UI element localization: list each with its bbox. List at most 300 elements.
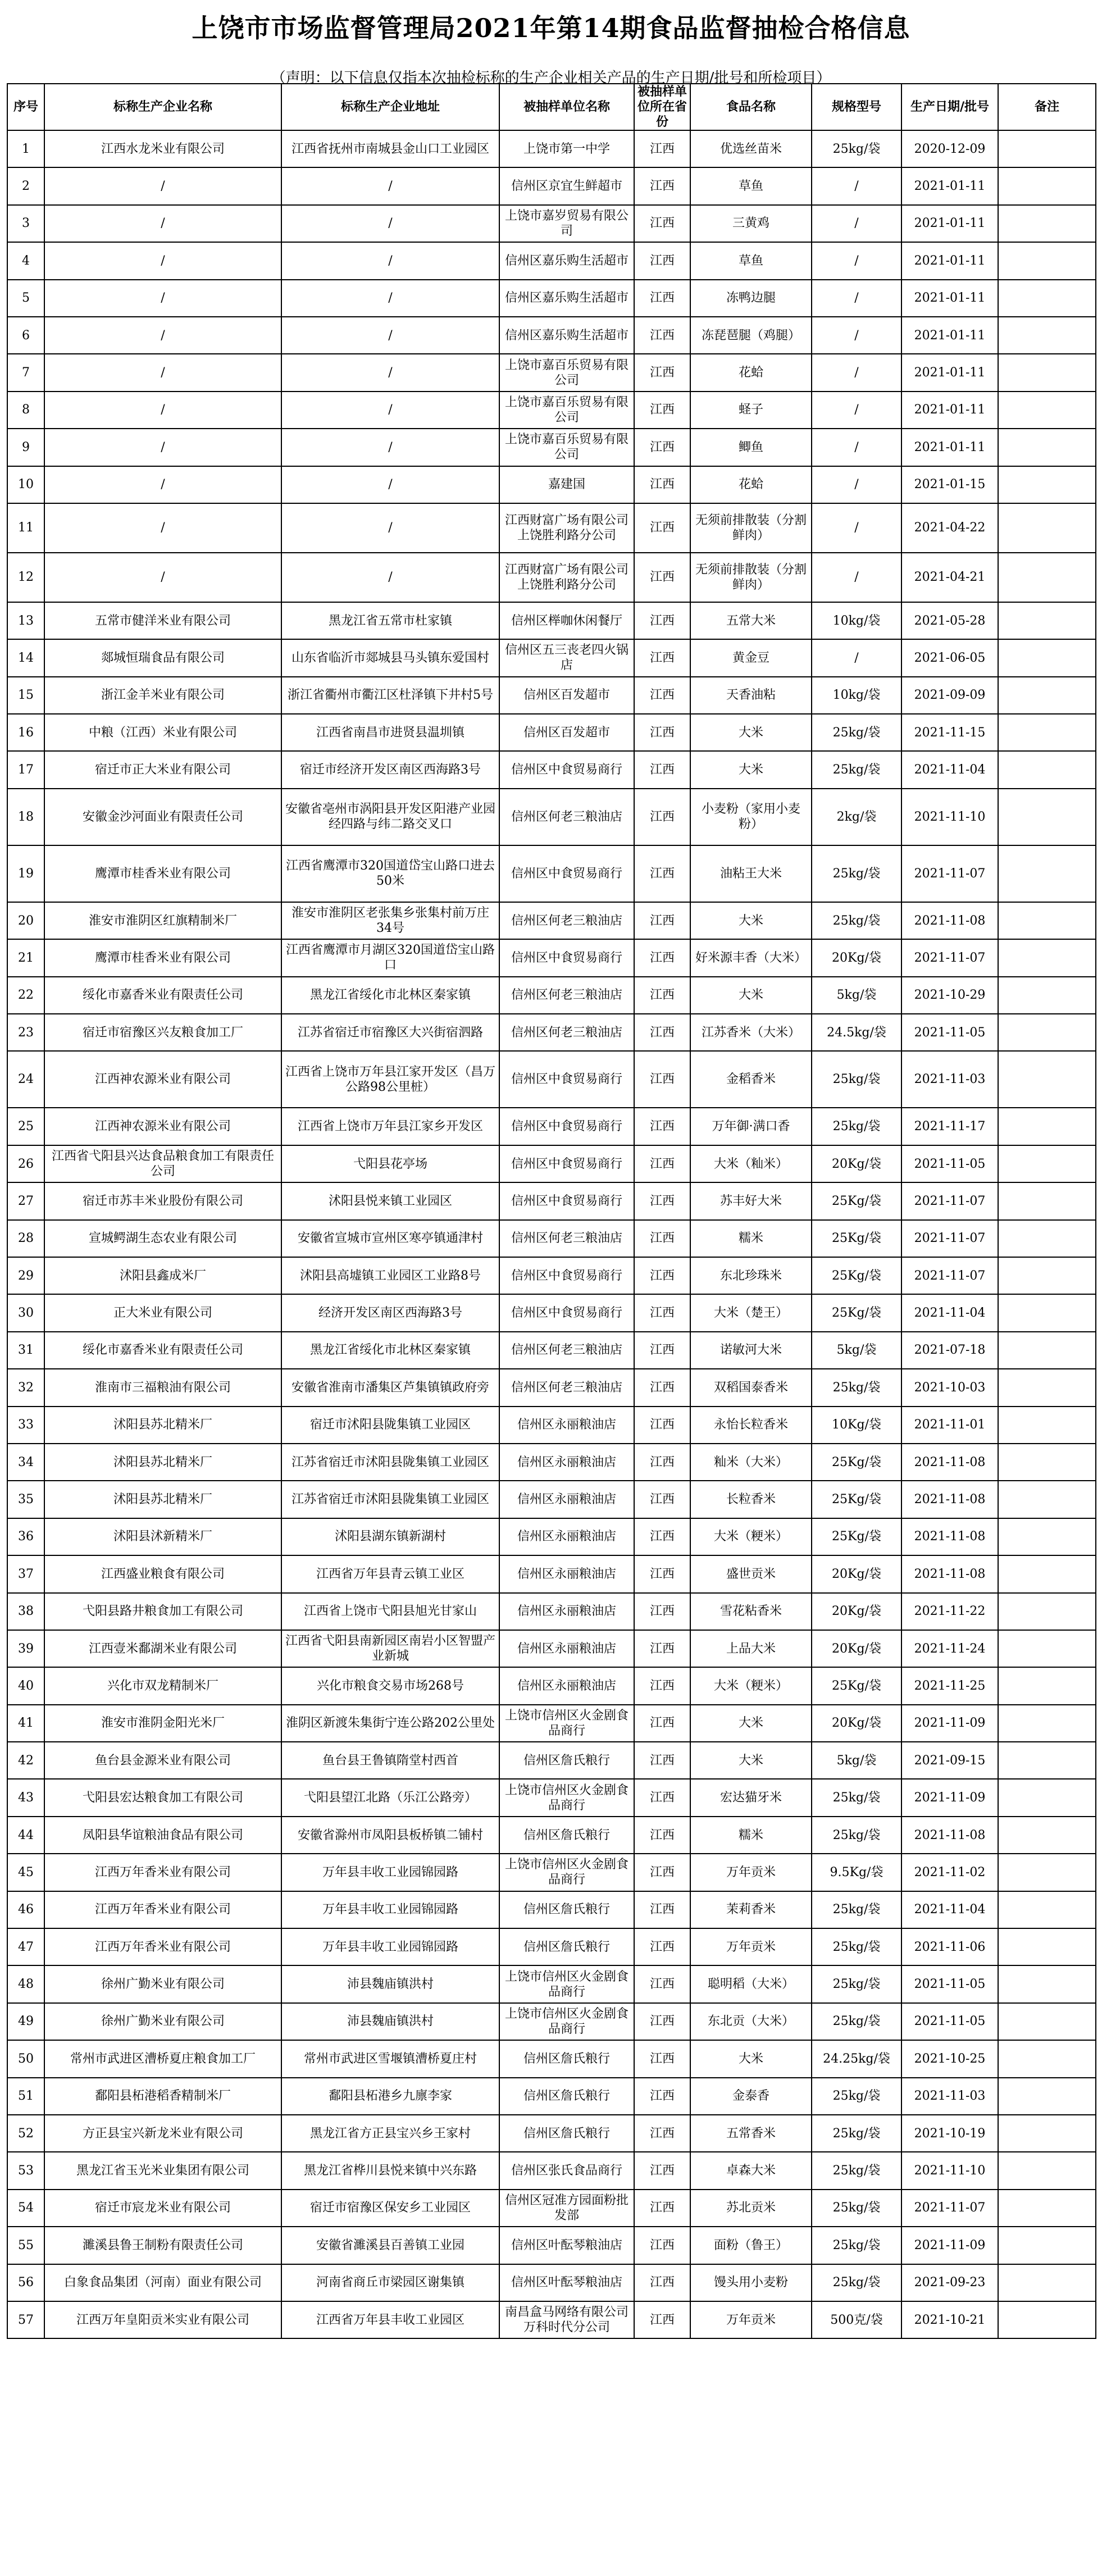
cell-producer-name: / <box>44 392 281 429</box>
cell-producer-name: 淮安市淮阴区红旗精制米厂 <box>44 902 281 939</box>
cell-producer-name: 江西万年香米业有限公司 <box>44 1854 281 1891</box>
cell-producer-name: 徐州广勤米业有限公司 <box>44 2003 281 2040</box>
cell-producer-address: 黑龙江省方正县宝兴乡王家村 <box>281 2115 499 2152</box>
cell-spec: 25Kg/袋 <box>812 1481 901 1518</box>
cell-food-name: 大米 <box>690 2040 812 2077</box>
cell-province: 江西 <box>634 553 690 602</box>
cell-index: 8 <box>7 392 44 429</box>
cell-producer-address: / <box>281 503 499 553</box>
cell-food-name: 大米 <box>690 977 812 1014</box>
cell-production-date: 2021-11-09 <box>901 1779 998 1816</box>
table-row <box>7 677 1096 714</box>
cell-producer-name: 江西壹米鄱湖米业有限公司 <box>44 1630 281 1667</box>
cell-food-name: 无须前排散装（分割鲜肉） <box>690 503 812 553</box>
cell-sampled-unit: 信州区叶酝琴粮油店 <box>499 2227 634 2264</box>
cell-index: 57 <box>7 2301 44 2338</box>
inspection-results-table <box>7 83 1096 2339</box>
cell-province: 江西 <box>634 1742 690 1779</box>
cell-province: 江西 <box>634 429 690 466</box>
cell-producer-name: 濉溪县鲁王制粉有限责任公司 <box>44 2227 281 2264</box>
cell-remarks <box>998 1518 1096 1555</box>
cell-food-name: 万年贡米 <box>690 2301 812 2338</box>
cell-producer-address: 山东省临沂市郯城县马头镇东爱国村 <box>281 639 499 676</box>
cell-spec: 20Kg/袋 <box>812 1593 901 1630</box>
cell-spec: 25Kg/袋 <box>812 1182 901 1219</box>
table-row <box>7 1182 1096 1219</box>
cell-sampled-unit: 信州区嘉乐购生活超市 <box>499 317 634 354</box>
table-row <box>7 639 1096 676</box>
cell-sampled-unit: 信州区中食贸易商行 <box>499 751 634 788</box>
cell-remarks <box>998 2301 1096 2338</box>
cell-producer-name: / <box>44 242 281 279</box>
cell-index: 38 <box>7 1593 44 1630</box>
cell-remarks <box>998 639 1096 676</box>
cell-food-name: 糯米 <box>690 1817 812 1854</box>
cell-production-date: 2021-11-04 <box>901 751 998 788</box>
cell-sampled-unit: 信州区百发超市 <box>499 677 634 714</box>
table-row <box>7 714 1096 751</box>
cell-producer-address: 鱼台县王鲁镇隋堂村西首 <box>281 1742 499 1779</box>
cell-province: 江西 <box>634 1051 690 1108</box>
cell-production-date: 2021-09-15 <box>901 1742 998 1779</box>
cell-spec: 20Kg/袋 <box>812 939 901 976</box>
cell-remarks <box>998 392 1096 429</box>
cell-production-date: 2021-11-06 <box>901 1928 998 1965</box>
cell-province: 江西 <box>634 2078 690 2115</box>
cell-sampled-unit: 信州区中食贸易商行 <box>499 1051 634 1108</box>
cell-province: 江西 <box>634 354 690 391</box>
cell-index: 31 <box>7 1332 44 1369</box>
cell-sampled-unit: 信州区五三丧老四火锅店 <box>499 639 634 676</box>
cell-producer-name: 弋阳县路井粮食加工有限公司 <box>44 1593 281 1630</box>
cell-food-name: 大米（楚王） <box>690 1294 812 1331</box>
cell-producer-name: 沭阳县苏北精米厂 <box>44 1407 281 1444</box>
cell-production-date: 2021-11-03 <box>901 1051 998 1108</box>
cell-producer-address: 江苏省宿迁市宿豫区大兴街宿泗路 <box>281 1014 499 1051</box>
cell-production-date: 2021-10-25 <box>901 2040 998 2077</box>
cell-remarks <box>998 1891 1096 1928</box>
cell-food-name: 好米源丰香（大米） <box>690 939 812 976</box>
cell-remarks <box>998 1051 1096 1108</box>
cell-food-name: 江苏香米（大米） <box>690 1014 812 1051</box>
cell-spec: 25kg/袋 <box>812 2264 901 2301</box>
cell-food-name: 冻鸭边腿 <box>690 280 812 317</box>
cell-province: 江西 <box>634 1294 690 1331</box>
cell-food-name: 花蛤 <box>690 466 812 503</box>
cell-remarks <box>998 354 1096 391</box>
cell-production-date: 2021-11-08 <box>901 1481 998 1518</box>
cell-producer-address: 安徽省滁州市凤阳县板桥镇二铺村 <box>281 1817 499 1854</box>
cell-province: 江西 <box>634 2301 690 2338</box>
cell-province: 江西 <box>634 902 690 939</box>
cell-production-date: 2021-10-21 <box>901 2301 998 2338</box>
cell-food-name: 金泰香 <box>690 2078 812 2115</box>
cell-province: 江西 <box>634 1145 690 1182</box>
cell-food-name: 大米 <box>690 751 812 788</box>
cell-province: 江西 <box>634 1220 690 1257</box>
cell-remarks <box>998 602 1096 639</box>
cell-index: 3 <box>7 205 44 242</box>
cell-index: 5 <box>7 280 44 317</box>
cell-producer-name: 弋阳县宏达粮食加工有限公司 <box>44 1779 281 1816</box>
cell-producer-address: 安徽省亳州市涡阳县开发区阳港产业园经四路与纬二路交叉口 <box>281 789 499 845</box>
cell-spec: 25Kg/袋 <box>812 1294 901 1331</box>
cell-province: 江西 <box>634 1593 690 1630</box>
cell-remarks <box>998 553 1096 602</box>
cell-index: 21 <box>7 939 44 976</box>
table-row <box>7 1705 1096 1742</box>
cell-index: 53 <box>7 2152 44 2189</box>
cell-province: 江西 <box>634 1481 690 1518</box>
cell-spec: 25Kg/袋 <box>812 1518 901 1555</box>
cell-spec: 24.5kg/袋 <box>812 1014 901 1051</box>
cell-remarks <box>998 845 1096 902</box>
cell-index: 9 <box>7 429 44 466</box>
cell-production-date: 2021-07-18 <box>901 1332 998 1369</box>
cell-producer-address: 宿迁市经济开发区南区西海路3号 <box>281 751 499 788</box>
cell-province: 江西 <box>634 714 690 751</box>
cell-production-date: 2021-11-15 <box>901 714 998 751</box>
cell-index: 11 <box>7 503 44 553</box>
table-row <box>7 1555 1096 1592</box>
cell-food-name: 双稻国泰香米 <box>690 1369 812 1406</box>
cell-producer-name: 绥化市嘉香米业有限责任公司 <box>44 977 281 1014</box>
cell-sampled-unit: 信州区詹氏粮行 <box>499 2040 634 2077</box>
cell-sampled-unit: 上饶市信州区火金剧食品商行 <box>499 2003 634 2040</box>
cell-spec: 5kg/袋 <box>812 1742 901 1779</box>
cell-index: 14 <box>7 639 44 676</box>
cell-producer-address: 黑龙江省五常市杜家镇 <box>281 602 499 639</box>
cell-production-date: 2021-11-07 <box>901 939 998 976</box>
cell-food-name: 盛世贡米 <box>690 1555 812 1592</box>
cell-sampled-unit: 信州区何老三粮油店 <box>499 977 634 1014</box>
cell-remarks <box>998 939 1096 976</box>
cell-remarks <box>998 1817 1096 1854</box>
cell-sampled-unit: 上饶市嘉百乐贸易有限公司 <box>499 429 634 466</box>
cell-production-date: 2021-11-10 <box>901 2152 998 2189</box>
cell-producer-name: 江西神农源米业有限公司 <box>44 1051 281 1108</box>
cell-province: 江西 <box>634 1108 690 1145</box>
cell-production-date: 2021-11-08 <box>901 1555 998 1592</box>
cell-sampled-unit: 上饶市信州区火金剧食品商行 <box>499 1965 634 2002</box>
cell-producer-name: 常州市武进区漕桥夏庄粮食加工厂 <box>44 2040 281 2077</box>
cell-production-date: 2021-11-08 <box>901 1518 998 1555</box>
cell-remarks <box>998 1667 1096 1704</box>
cell-production-date: 2021-01-11 <box>901 205 998 242</box>
cell-index: 12 <box>7 553 44 602</box>
cell-sampled-unit: 信州区冠准方园面粉批发部 <box>499 2190 634 2227</box>
cell-spec: 10Kg/袋 <box>812 1407 901 1444</box>
cell-producer-name: 正大米业有限公司 <box>44 1294 281 1331</box>
cell-sampled-unit: 上饶市嘉百乐贸易有限公司 <box>499 354 634 391</box>
cell-sampled-unit: 上饶市信州区火金剧食品商行 <box>499 1705 634 1742</box>
cell-food-name: 东北贡（大米） <box>690 2003 812 2040</box>
cell-index: 46 <box>7 1891 44 1928</box>
col-header-remarks: 备注 <box>998 84 1096 130</box>
cell-province: 江西 <box>634 1555 690 1592</box>
cell-producer-name: 郯城恒瑞食品有限公司 <box>44 639 281 676</box>
cell-producer-name: 绥化市嘉香米业有限责任公司 <box>44 1332 281 1369</box>
cell-producer-address: 浙江省衢州市衢江区杜泽镇下井村5号 <box>281 677 499 714</box>
cell-sampled-unit: 信州区何老三粮油店 <box>499 1332 634 1369</box>
cell-production-date: 2021-11-08 <box>901 902 998 939</box>
cell-producer-address: 沛县魏庙镇洪村 <box>281 1965 499 2002</box>
cell-spec: 25Kg/袋 <box>812 1257 901 1294</box>
cell-producer-address: 淮阴区新渡朱集街宁连公路202公里处 <box>281 1705 499 1742</box>
cell-production-date: 2021-11-08 <box>901 1444 998 1481</box>
cell-spec: 25kg/袋 <box>812 130 901 167</box>
cell-spec: 10kg/袋 <box>812 602 901 639</box>
cell-spec: 25kg/袋 <box>812 1108 901 1145</box>
cell-producer-name: 黑龙江省玉光米业集团有限公司 <box>44 2152 281 2189</box>
cell-sampled-unit: 江西财富广场有限公司上饶胜利路分公司 <box>499 503 634 553</box>
cell-production-date: 2021-11-24 <box>901 1630 998 1667</box>
cell-index: 32 <box>7 1369 44 1406</box>
cell-index: 10 <box>7 466 44 503</box>
table-row <box>7 2264 1096 2301</box>
cell-province: 江西 <box>634 1928 690 1965</box>
table-row <box>7 1294 1096 1331</box>
cell-producer-address: 安徽省濉溪县百善镇工业园 <box>281 2227 499 2264</box>
cell-remarks <box>998 1145 1096 1182</box>
cell-producer-address: 沭阳县悦来镇工业园区 <box>281 1182 499 1219</box>
cell-producer-name: 沭阳县沭新精米厂 <box>44 1518 281 1555</box>
cell-food-name: 三黄鸡 <box>690 205 812 242</box>
cell-spec: / <box>812 503 901 553</box>
cell-food-name: 大米 <box>690 1705 812 1742</box>
cell-province: 江西 <box>634 1817 690 1854</box>
cell-province: 江西 <box>634 845 690 902</box>
cell-province: 江西 <box>634 466 690 503</box>
cell-producer-address: 江西省鹰潭市320国道岱宝山路口进去50米 <box>281 845 499 902</box>
cell-food-name: 大米 <box>690 714 812 751</box>
cell-remarks <box>998 1220 1096 1257</box>
cell-production-date: 2021-04-22 <box>901 503 998 553</box>
table-row <box>7 2152 1096 2189</box>
cell-sampled-unit: 信州区詹氏粮行 <box>499 1742 634 1779</box>
cell-production-date: 2021-01-11 <box>901 317 998 354</box>
cell-producer-name: 沭阳县苏北精米厂 <box>44 1481 281 1518</box>
cell-spec: 25kg/袋 <box>812 2078 901 2115</box>
cell-remarks <box>998 466 1096 503</box>
cell-sampled-unit: 信州区永丽粮油店 <box>499 1630 634 1667</box>
cell-production-date: 2021-11-07 <box>901 1220 998 1257</box>
cell-food-name: 苏北贡米 <box>690 2190 812 2227</box>
cell-province: 江西 <box>634 167 690 204</box>
cell-producer-address: 弋阳县望江北路（乐江公路旁） <box>281 1779 499 1816</box>
cell-spec: 25kg/袋 <box>812 2152 901 2189</box>
cell-sampled-unit: 信州区何老三粮油店 <box>499 1014 634 1051</box>
cell-spec: / <box>812 392 901 429</box>
table-row <box>7 1593 1096 1630</box>
cell-sampled-unit: 信州区中食贸易商行 <box>499 1145 634 1182</box>
cell-index: 35 <box>7 1481 44 1518</box>
cell-index: 27 <box>7 1182 44 1219</box>
cell-spec: 25kg/袋 <box>812 2115 901 2152</box>
table-row <box>7 1817 1096 1854</box>
table-row <box>7 977 1096 1014</box>
cell-production-date: 2021-11-04 <box>901 1891 998 1928</box>
table-row <box>7 242 1096 279</box>
cell-production-date: 2021-10-19 <box>901 2115 998 2152</box>
cell-spec: 25kg/袋 <box>812 1051 901 1108</box>
table-row <box>7 167 1096 204</box>
cell-production-date: 2021-11-10 <box>901 789 998 845</box>
cell-producer-name: 鹰潭市桂香米业有限公司 <box>44 939 281 976</box>
cell-index: 49 <box>7 2003 44 2040</box>
cell-province: 江西 <box>634 2264 690 2301</box>
table-row <box>7 902 1096 939</box>
cell-food-name: 小麦粉（家用小麦粉） <box>690 789 812 845</box>
cell-producer-address: / <box>281 167 499 204</box>
table-row <box>7 2003 1096 2040</box>
cell-producer-address: / <box>281 354 499 391</box>
cell-producer-address: 江苏省宿迁市沭阳县陇集镇工业园区 <box>281 1481 499 1518</box>
table-row <box>7 1667 1096 1704</box>
cell-remarks <box>998 1705 1096 1742</box>
cell-sampled-unit: 信州区何老三粮油店 <box>499 1369 634 1406</box>
cell-producer-address: 江西省鹰潭市月湖区320国道岱宝山路口 <box>281 939 499 976</box>
cell-province: 江西 <box>634 2227 690 2264</box>
cell-spec: 20Kg/袋 <box>812 1555 901 1592</box>
cell-food-name: 聪明稻（大米） <box>690 1965 812 2002</box>
cell-spec: 5kg/袋 <box>812 1332 901 1369</box>
cell-producer-address: 江苏省宿迁市沭阳县陇集镇工业园区 <box>281 1444 499 1481</box>
cell-sampled-unit: 信州区詹氏粮行 <box>499 1891 634 1928</box>
cell-production-date: 2021-09-09 <box>901 677 998 714</box>
cell-production-date: 2021-11-17 <box>901 1108 998 1145</box>
cell-food-name: 大米 <box>690 902 812 939</box>
cell-index: 56 <box>7 2264 44 2301</box>
cell-producer-name: 江西万年皇阳贡米实业有限公司 <box>44 2301 281 2338</box>
cell-food-name: 大米（粳米） <box>690 1518 812 1555</box>
cell-remarks <box>998 1742 1096 1779</box>
cell-producer-name: 中粮（江西）米业有限公司 <box>44 714 281 751</box>
cell-food-name: 上品大米 <box>690 1630 812 1667</box>
cell-producer-address: 江西省抚州市南城县金山口工业园区 <box>281 130 499 167</box>
cell-production-date: 2021-01-11 <box>901 280 998 317</box>
cell-production-date: 2021-04-21 <box>901 553 998 602</box>
table-row <box>7 1407 1096 1444</box>
cell-index: 28 <box>7 1220 44 1257</box>
cell-remarks <box>998 1965 1096 2002</box>
cell-remarks <box>998 1854 1096 1891</box>
cell-sampled-unit: 信州区京宜生鲜超市 <box>499 167 634 204</box>
cell-province: 江西 <box>634 130 690 167</box>
cell-producer-name: / <box>44 429 281 466</box>
cell-sampled-unit: 信州区嘉乐购生活超市 <box>499 242 634 279</box>
cell-index: 45 <box>7 1854 44 1891</box>
cell-remarks <box>998 205 1096 242</box>
cell-sampled-unit: 信州区何老三粮油店 <box>499 902 634 939</box>
cell-producer-address: 兴化市粮食交易市场268号 <box>281 1667 499 1704</box>
cell-producer-address: 黑龙江省绥化市北林区秦家镇 <box>281 1332 499 1369</box>
cell-food-name: 黄金豆 <box>690 639 812 676</box>
cell-province: 江西 <box>634 1891 690 1928</box>
cell-spec: 20Kg/袋 <box>812 1145 901 1182</box>
cell-food-name: 糯米 <box>690 1220 812 1257</box>
cell-producer-name: 鱼台县金源米业有限公司 <box>44 1742 281 1779</box>
cell-producer-address: 万年县丰收工业园锦园路 <box>281 1891 499 1928</box>
cell-producer-address: 沛县魏庙镇洪村 <box>281 2003 499 2040</box>
cell-remarks <box>998 2227 1096 2264</box>
cell-remarks <box>998 2264 1096 2301</box>
cell-index: 47 <box>7 1928 44 1965</box>
cell-sampled-unit: 信州区中食贸易商行 <box>499 845 634 902</box>
cell-production-date: 2020-12-09 <box>901 130 998 167</box>
cell-spec: 10kg/袋 <box>812 677 901 714</box>
cell-sampled-unit: 江西财富广场有限公司上饶胜利路分公司 <box>499 553 634 602</box>
cell-food-name: 万年贡米 <box>690 1854 812 1891</box>
cell-producer-address: 万年县丰收工业园锦园路 <box>281 1928 499 1965</box>
cell-sampled-unit: 信州区中食贸易商行 <box>499 1294 634 1331</box>
cell-index: 18 <box>7 789 44 845</box>
cell-spec: / <box>812 317 901 354</box>
cell-food-name: 永怡长粒香米 <box>690 1407 812 1444</box>
cell-producer-name: 方正县宝兴新龙米业有限公司 <box>44 2115 281 2152</box>
col-header-food-name: 食品名称 <box>690 84 812 130</box>
cell-sampled-unit: 上饶市信州区火金剧食品商行 <box>499 1854 634 1891</box>
cell-spec: / <box>812 242 901 279</box>
cell-production-date: 2021-09-23 <box>901 2264 998 2301</box>
cell-remarks <box>998 130 1096 167</box>
cell-sampled-unit: 信州区嘉乐购生活超市 <box>499 280 634 317</box>
cell-production-date: 2021-11-03 <box>901 2078 998 2115</box>
cell-producer-name: 江西万年香米业有限公司 <box>44 1891 281 1928</box>
cell-index: 6 <box>7 317 44 354</box>
cell-province: 江西 <box>634 1332 690 1369</box>
cell-producer-name: / <box>44 280 281 317</box>
cell-remarks <box>998 429 1096 466</box>
table-row <box>7 1891 1096 1928</box>
cell-remarks <box>998 167 1096 204</box>
cell-production-date: 2021-11-09 <box>901 1705 998 1742</box>
cell-remarks <box>998 1182 1096 1219</box>
cell-sampled-unit: 信州区永丽粮油店 <box>499 1481 634 1518</box>
cell-province: 江西 <box>634 1965 690 2002</box>
cell-producer-address: 黑龙江省绥化市北林区秦家镇 <box>281 977 499 1014</box>
cell-producer-address: 沭阳县高墟镇工业园区工业路8号 <box>281 1257 499 1294</box>
cell-producer-address: 宿迁市宿豫区保安乡工业园区 <box>281 2190 499 2227</box>
table-row <box>7 1518 1096 1555</box>
cell-food-name: 无须前排散装（分割鲜肉） <box>690 553 812 602</box>
cell-producer-name: 江西万年香米业有限公司 <box>44 1928 281 1965</box>
cell-index: 4 <box>7 242 44 279</box>
cell-producer-name: 江西省弋阳县兴达食品粮食加工有限责任公司 <box>44 1145 281 1182</box>
cell-producer-name: / <box>44 167 281 204</box>
cell-province: 江西 <box>634 1444 690 1481</box>
cell-producer-name: 淮安市淮阴金阳光米厂 <box>44 1705 281 1742</box>
cell-producer-address: 江西省南昌市进贤县温圳镇 <box>281 714 499 751</box>
cell-spec: / <box>812 205 901 242</box>
cell-index: 44 <box>7 1817 44 1854</box>
cell-spec: 25kg/袋 <box>812 1369 901 1406</box>
cell-producer-name: / <box>44 466 281 503</box>
cell-production-date: 2021-11-25 <box>901 1667 998 1704</box>
cell-producer-address: 江西省上饶市万年县江家开发区（昌万公路98公里桩） <box>281 1051 499 1108</box>
cell-producer-name: 沭阳县苏北精米厂 <box>44 1444 281 1481</box>
col-header-province: 被抽样单位所在省份 <box>634 84 690 130</box>
cell-remarks <box>998 317 1096 354</box>
table-row <box>7 1965 1096 2002</box>
table-row <box>7 2190 1096 2227</box>
cell-sampled-unit: 信州区何老三粮油店 <box>499 789 634 845</box>
cell-province: 江西 <box>634 317 690 354</box>
cell-province: 江西 <box>634 1854 690 1891</box>
cell-remarks <box>998 1332 1096 1369</box>
cell-province: 江西 <box>634 2190 690 2227</box>
table-row <box>7 2227 1096 2264</box>
